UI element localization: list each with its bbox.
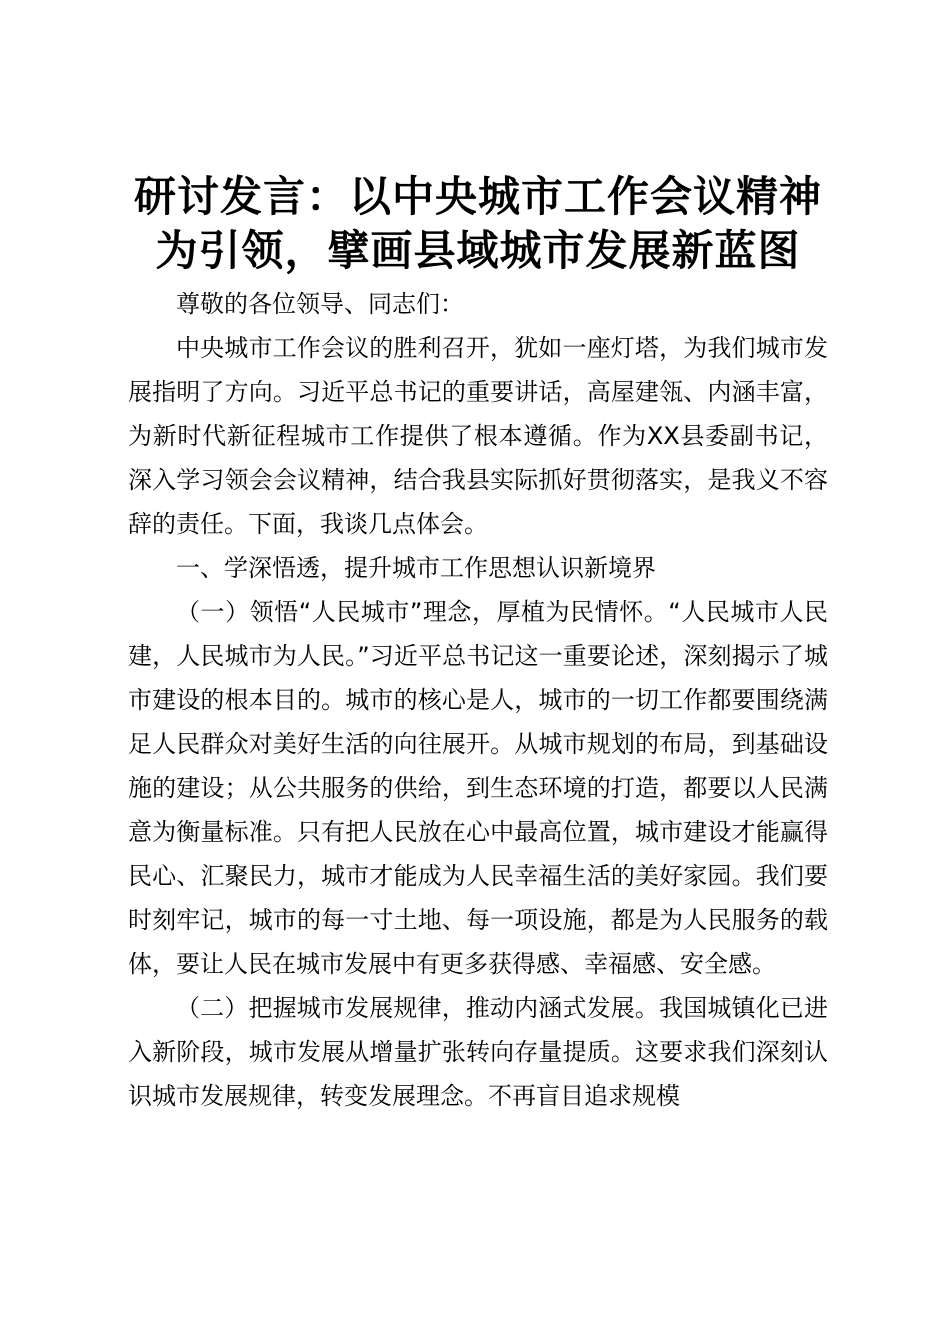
salutation: 尊敬的各位领导、同志们： [176, 290, 464, 318]
document-page [128, 170, 828, 1118]
document-title: 研讨发言：以中央城市工作会议精神为引领，擘画县域城市发展新蓝图 [133, 172, 822, 275]
document-body [128, 282, 828, 1118]
paragraph-2: （二）把握城市发展规律，推动内涵式发展。我国城镇化已进入新阶段，城市发展从增量扩张转向存量提质。这要求我们深刻认识城市发展规律，转变发展理念。不再盲目追求规模 [128, 994, 828, 1110]
intro-paragraph: 中央城市工作会议的胜利召开，犹如一座灯塔，为我们城市发展指明了方向。习近平总书记的重要讲话，高屋建瓴、内涵丰富，为新时代新征程城市工作提供了根本遵循。作为XX县委副书记，深入学习领会会议精神，结合我县实际抓好贯彻落实，是我义不容辞的责任。下面，我谈几点体会。 [128, 334, 828, 538]
paragraph-1: （一）领悟“人民城市”理念，厚植为民情怀。“人民城市人民建，人民城市为人民。”习近平总书记这一重要论述，深刻揭示了城市建设的根本目的。城市的核心是人，城市的一切工作都要围绕满足人民群众对美好生活的向往展开。从城市规划的布局，到基础设施的建设；从公共服务的供给，到生态环境的打造，都要以人民满意为衡量标准。只有把人民放在心中最高位置，城市建设才能赢得民心、汇聚民力，城市才能成为人民幸福生活的美好家园。我们要时刻牢记，城市的每一寸土地、每一项设施，都是为人民服务的载体，要让人民在城市发展中有更多获得感、幸福感、安全感。 [128, 598, 828, 978]
section-heading-1: 一、学深悟透，提升城市工作思想认识新境界 [176, 554, 656, 582]
